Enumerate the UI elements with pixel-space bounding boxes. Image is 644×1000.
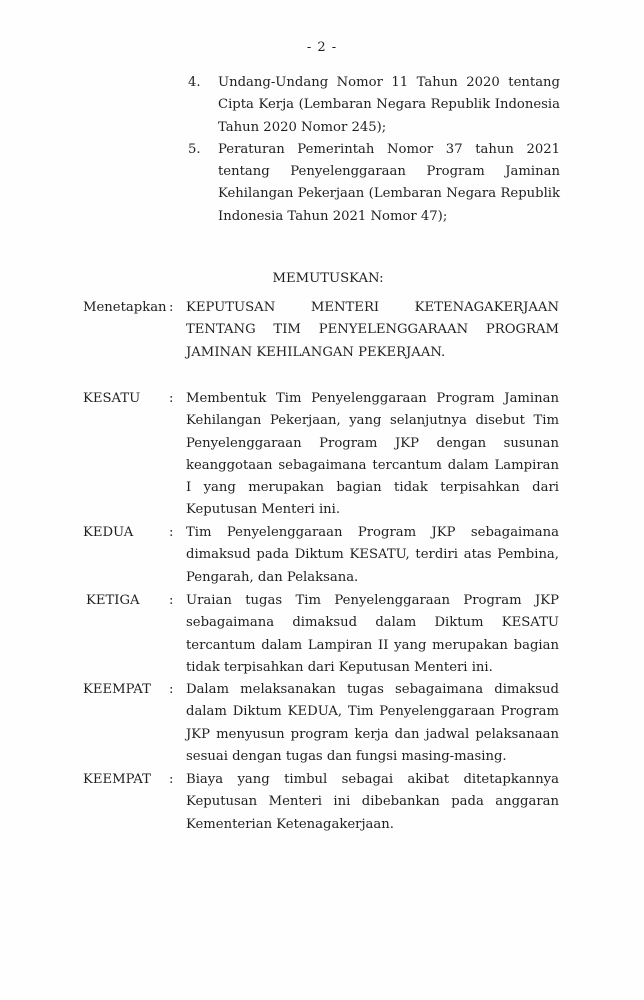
diktum-kedua [83,522,559,589]
diktum-keempat [83,679,559,768]
list-item [188,139,560,228]
list-item-number: 5. [188,141,201,157]
diktum-text: Biaya yang timbul sebagai akibat ditetapkannya Keputusan Menteri ini dibebankan pada anggaran Kementerian Ketenagakerjaan. [186,772,559,832]
diktum-colon: : [169,682,174,697]
diktum-label: KEEMPAT [83,772,151,787]
diktum-label: KEEMPAT [83,682,151,697]
page-number: - 2 - [306,40,338,55]
list-item-text: Undang-Undang Nomor 11 Tahun 2020 tentang Cipta Kerja (Lembaran Negara Republik Indonesia Tahun 2020 Nomor 245); [218,75,560,135]
list-item-text: Peraturan Pemerintah Nomor 37 tahun 2021 tentang Penyelenggaraan Program Jaminan Kehilangan Pekerjaan (Lembaran Negara Republik Indonesia Tahun 2021 Nomor 47); [218,141,560,224]
list-item [188,72,560,139]
diktum-colon: : [169,593,174,608]
decision-heading: MEMUTUSKAN: [272,271,384,286]
diktum-text: Uraian tugas Tim Penyelenggaraan Program JKP sebagaimana dimaksud dalam Diktum KESATU tercantum dalam Lampiran II yang merupakan bagian tidak terpisahkan dari Keputusan Menteri ini. [186,593,559,675]
diktum-colon: : [169,525,174,540]
diktum-text: Membentuk Tim Penyelenggaraan Program Jaminan Kehilangan Pekerjaan, yang selanjutnya disebut Tim Penyelenggaraan Program JKP dengan susunan keanggotaan sebagaimana tercantum dalam Lampiran I yang merupakan bagian tidak terpisahkan dari Keputusan Menteri ini. [186,391,559,518]
diktum-colon: : [169,772,174,787]
diktum-kesatu [83,388,559,522]
diktum-label: Menetapkan [83,300,167,315]
diktum-keempat-biaya [83,769,559,836]
diktum-colon: : [169,300,174,315]
menetapkan-section [83,297,559,364]
diktum-text: KEPUTUSAN MENTERI KETENAGAKERJAAN TENTANG TIM PENYELENGGARAAN PROGRAM JAMINAN KEHILANGAN PEKERJAAN. [186,300,559,360]
diktum-colon: : [169,391,174,406]
diktum-text: Tim Penyelenggaraan Program JKP sebagaimana dimaksud pada Diktum KESATU, terdiri atas Pembina, Pengarah, dan Pelaksana. [186,525,559,585]
diktum-text: Dalam melaksanakan tugas sebagaimana dimaksud dalam Diktum KEDUA, Tim Penyelenggaraan Program JKP menyusun program kerja dan jadwal pelaksanaan sesuai dengan tugas dan fungsi masing-masing. [186,682,559,764]
diktum-label: KETIGA [86,593,140,608]
considerations-list [188,72,560,228]
diktum-label: KESATU [83,391,141,406]
diktum-label: KEDUA [83,525,134,540]
diktum-ketiga [83,590,559,679]
list-item-number: 4. [188,75,201,90]
